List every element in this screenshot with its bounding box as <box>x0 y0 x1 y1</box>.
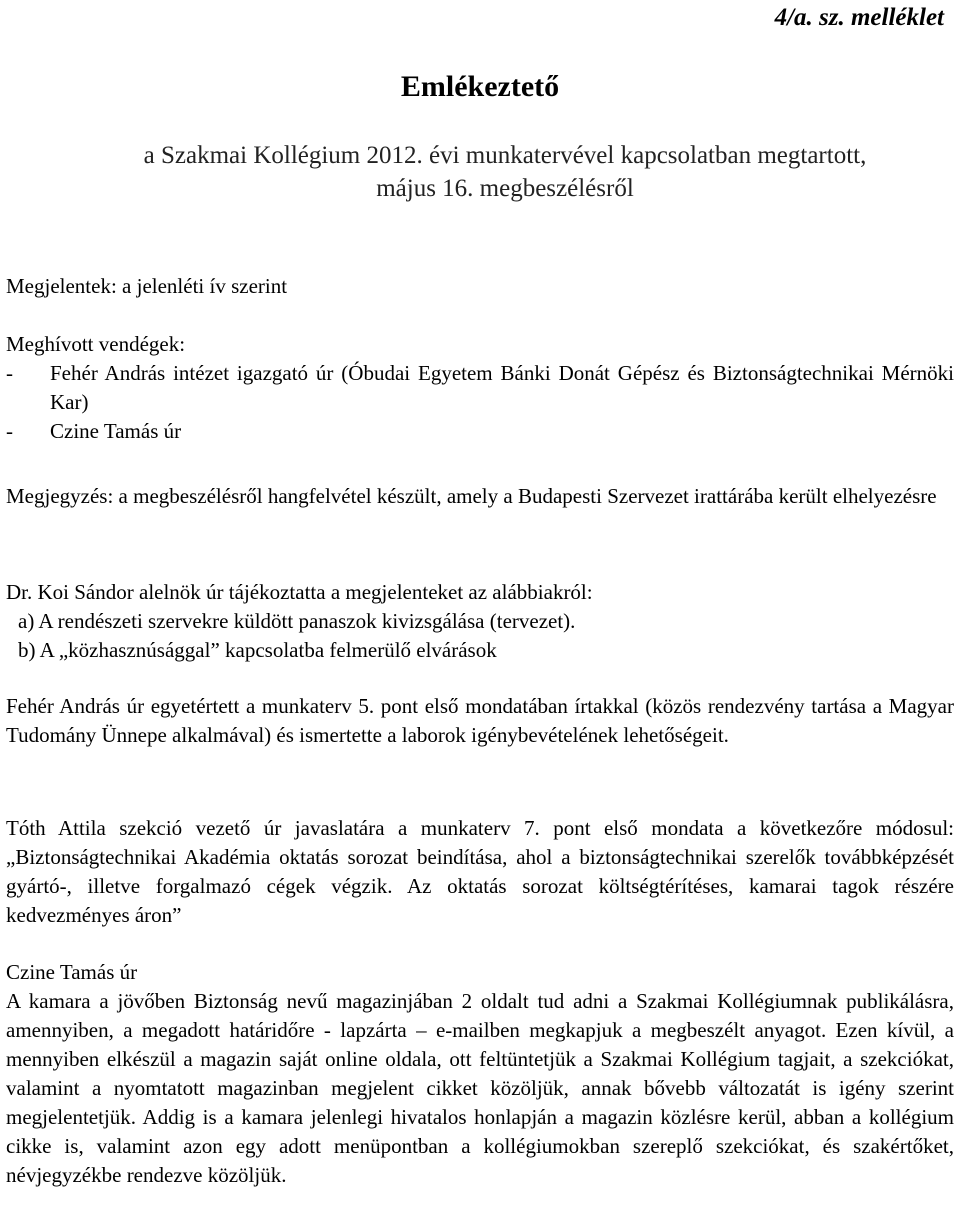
guest-text: Fehér András intézet igazgató úr (Óbudai Egyetem Bánki Donát Gépész és Biztonságtechnikai Mérnöki Kar) <box>50 361 954 414</box>
guest-text: Czine Tamás úr <box>50 419 182 443</box>
document-subtitle <box>56 139 954 205</box>
guest-item <box>6 417 954 446</box>
guest-item <box>6 359 954 417</box>
czine-section <box>6 958 954 1190</box>
guests-heading: Meghívott vendégek: <box>6 332 186 356</box>
czine-paragraph: A kamara a jövőben Biztonság nevű magazinjában 2 oldalt tud adni a Szakmai Kollégiumnak publikálásra, amennyiben, a megadott határidőre - lapzárta – e-mailben megkapjuk a megbeszélt anyagot. Ezen kívül, a mennyiben elkészül a magazin saját online oldala, ott feltüntetjük a Szakmai Kollégium tagjait, a szekciókat, valamint a nyomtatott magazinban megjelent cikket közöljük, annak bővebb változatát is igény szerint megjelentetjük. Addig is a kamara jelenlegi hivatalos honlapján a magazin közlésre kerül, abban a kollégium cikke is, valamint azon egy adott menüpontban a kollégiumokban szereplő szekciókat, és szakértőket, névjegyzékbe rendezve közöljük. <box>6 989 954 1187</box>
note-paragraph: Megjegyzés: a megbeszélésről hangfelvétel készült, amely a Budapesti Szervezet irattárába került elhelyezésre <box>6 484 937 508</box>
list-dash: - <box>6 419 13 443</box>
list-dash: - <box>6 361 13 385</box>
koi-section <box>6 578 954 665</box>
feher-paragraph: Fehér András úr egyetértett a munkaterv 5. pont első mondatában írtakkal (közös rendezvény tartása a Magyar Tudomány Ünnepe alkalmával) és ismertette a laborok igénybevételének lehetőségeit. <box>6 694 954 747</box>
koi-intro: Dr. Koi Sándor alelnök úr tájékoztatta a megjelenteket az alábbiakról: <box>6 580 593 604</box>
document-title: Emlékeztető <box>400 70 560 103</box>
annex-label: 4/a. sz. melléklet <box>774 4 944 31</box>
toth-paragraph: Tóth Attila szekció vezető úr javaslatára a munkaterv 7. pont első mondata a következőre módosul: „Biztonságtechnikai Akadémia oktatás sorozat beindítása, ahol a biztonságtechnikai szerelők továbbképzését gyártó-, illetve forgalmazó cégek végzik. Az oktatás sorozat költségtérítéses, kamarai tagok részére kedvezményes áron” <box>6 816 954 927</box>
czine-heading: Czine Tamás úr <box>6 960 138 984</box>
koi-item-b: b) A „közhasznúsággal” kapcsolatba felmerülő elvárások <box>18 638 497 662</box>
koi-item-a: a) A rendészeti szervekre küldött panaszok kivizsgálása (tervezet). <box>18 609 576 633</box>
subtitle-line-2: május 16. megbeszélésről <box>376 175 634 202</box>
guests-section <box>6 330 954 446</box>
attendees-line: Megjelentek: a jelenléti ív szerint <box>6 274 288 298</box>
subtitle-line-1: a Szakmai Kollégium 2012. évi munkatervével kapcsolatban megtartott, <box>143 142 867 169</box>
